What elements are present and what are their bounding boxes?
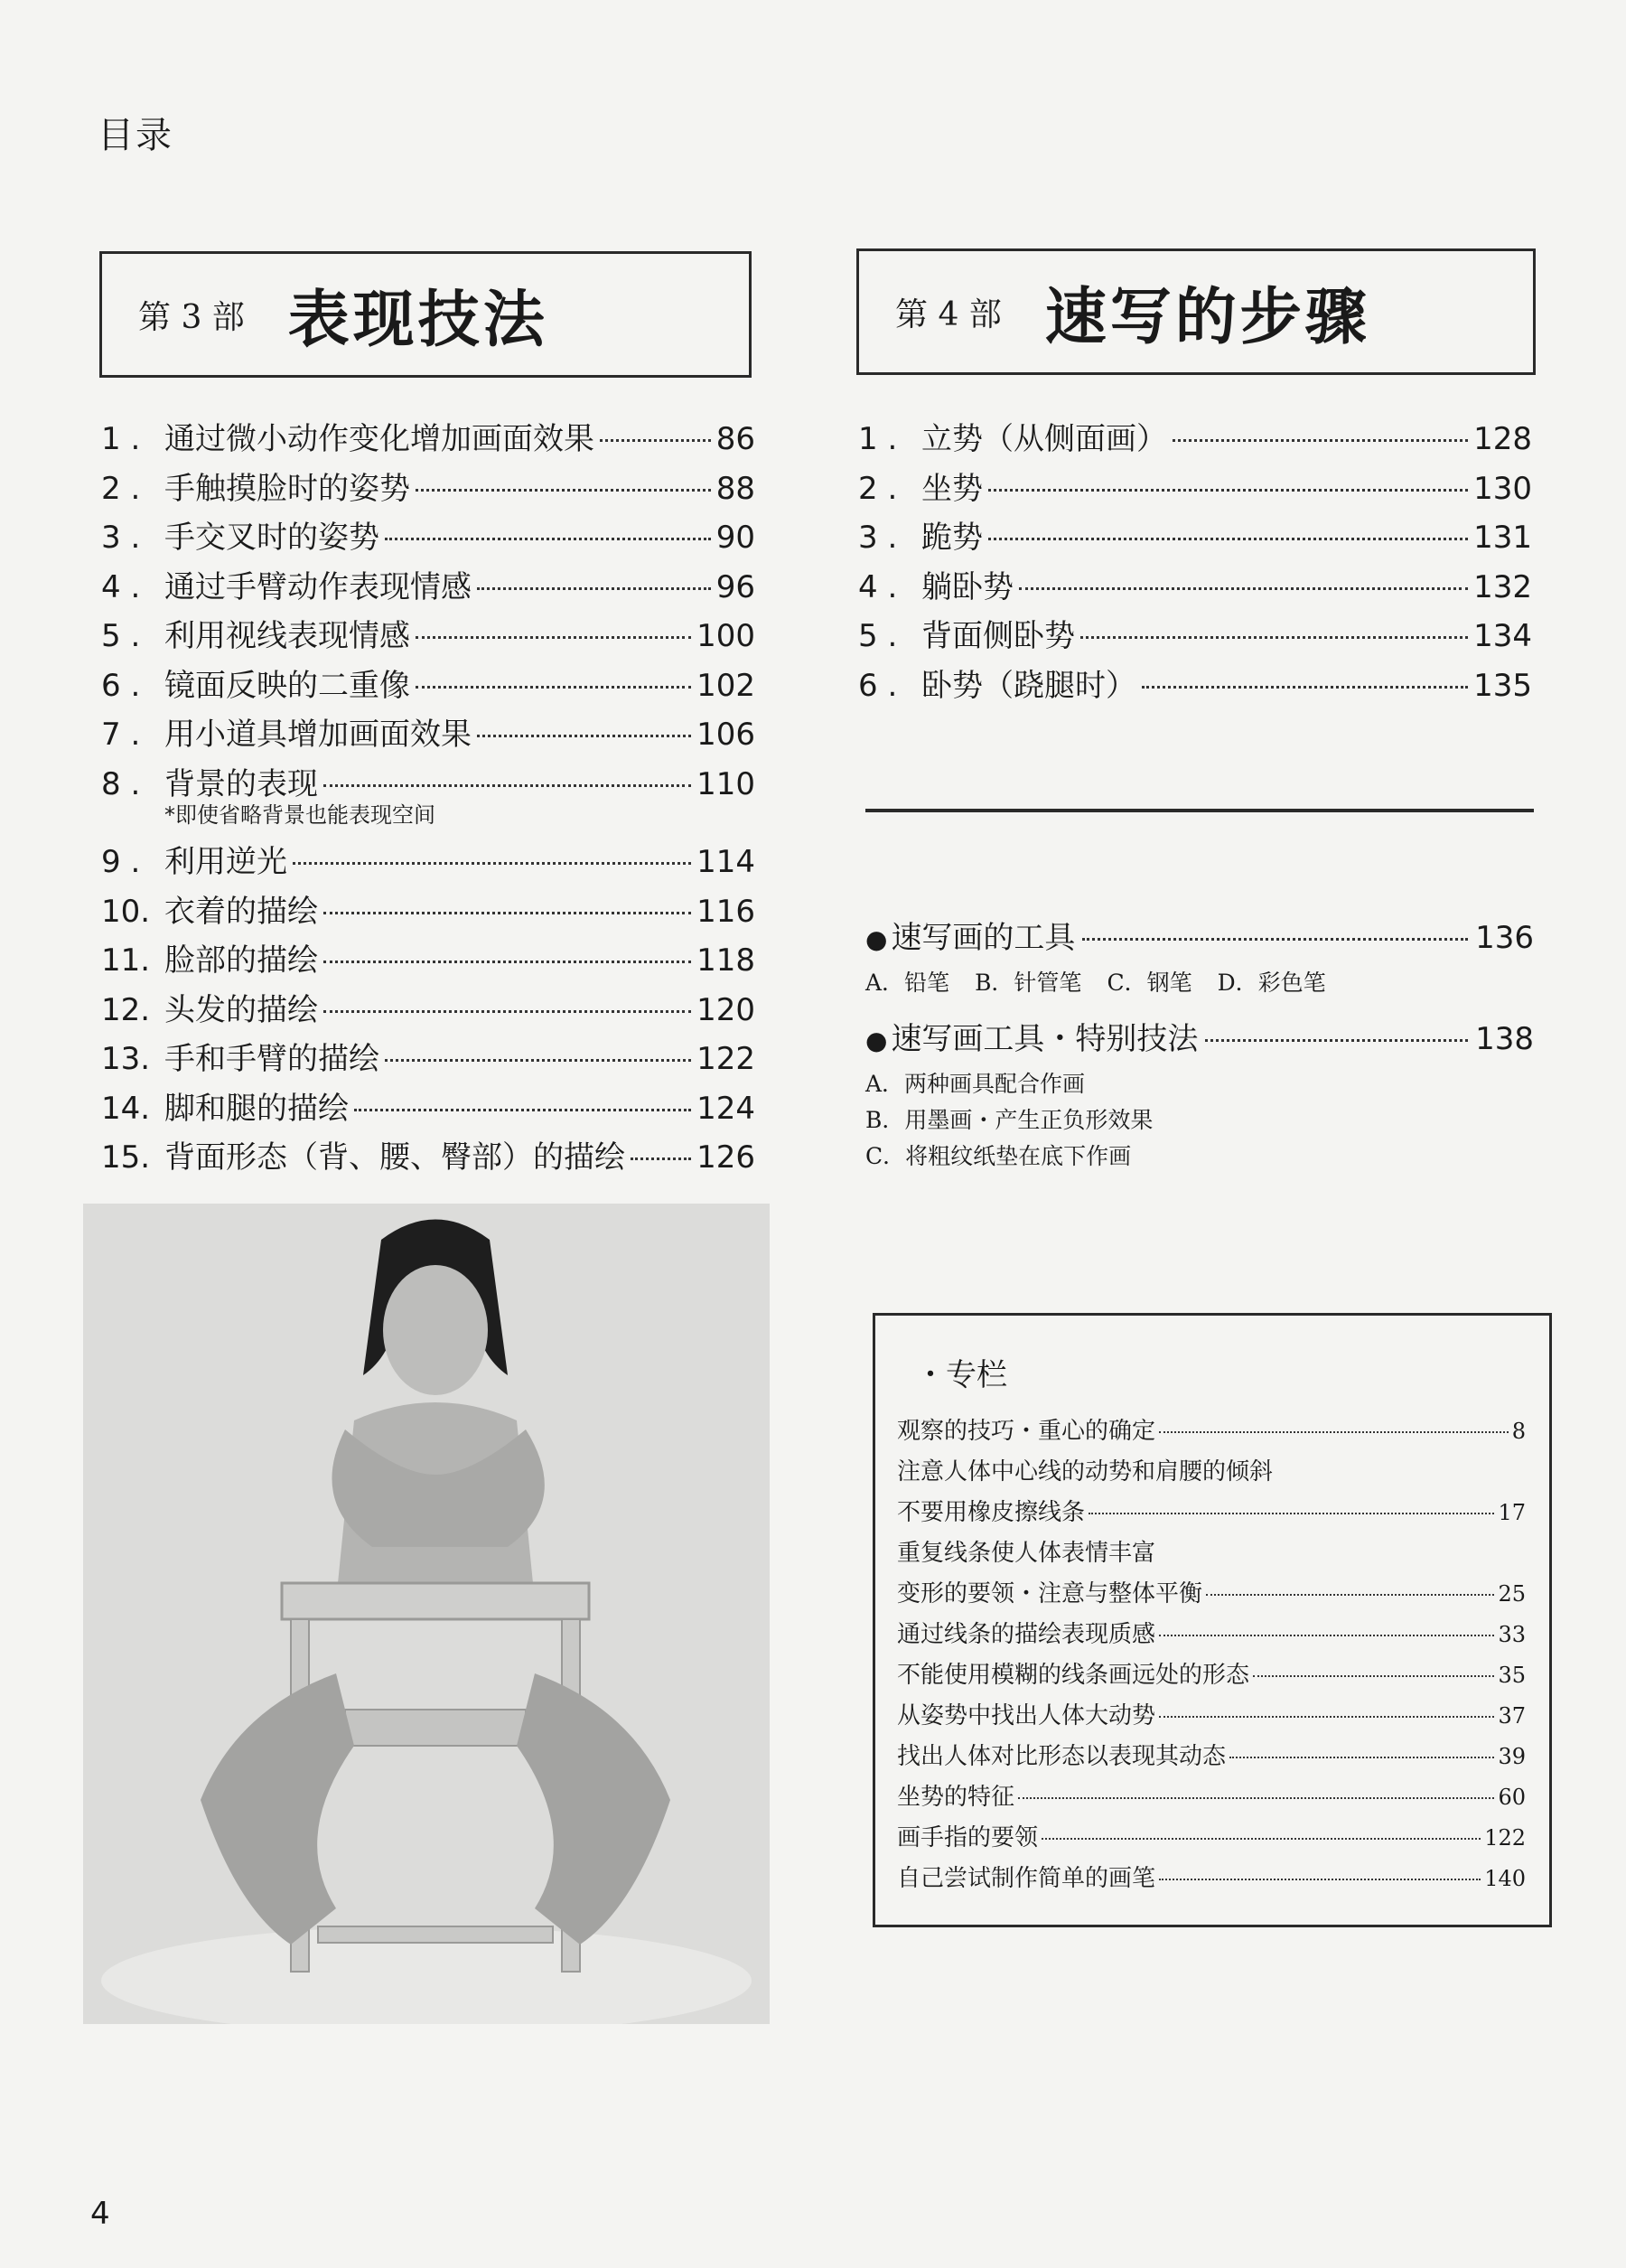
entry-number: 1 .	[858, 421, 898, 457]
entry-title: 通过手臂动作表现情感	[164, 568, 472, 605]
entry-number: 9 .	[101, 844, 141, 880]
techniques-heading: 速写画工具・特别技法	[891, 1021, 1199, 1057]
dot-leader	[477, 735, 691, 737]
dot-leader	[1089, 1513, 1494, 1514]
column-entry-title: 不要用橡皮擦线条	[897, 1499, 1086, 1526]
toc-entry[interactable]	[101, 512, 755, 562]
column-entry-title: 画手指的要领	[897, 1824, 1039, 1851]
entry-page: 86	[715, 421, 755, 457]
entry-number: 5 .	[101, 618, 141, 654]
dot-leader	[323, 1010, 691, 1013]
dot-leader	[1205, 1039, 1468, 1042]
entry-page: 102	[696, 667, 755, 704]
entry-title: 手触摸脸时的姿势	[164, 470, 410, 507]
entry-number: 4 .	[858, 568, 898, 605]
toc-entry[interactable]	[101, 709, 755, 759]
dot-leader	[323, 784, 691, 787]
entry-page: 96	[715, 568, 755, 605]
dot-leader	[1206, 1594, 1494, 1596]
entry-page: 114	[696, 844, 755, 880]
dot-leader	[293, 862, 691, 865]
entry-title: 手交叉时的姿势	[164, 520, 379, 556]
column-entry-page: 17	[1498, 1500, 1526, 1525]
column-entry-title: 重复线条使人体表情丰富	[897, 1540, 1156, 1567]
entry-number: 14.	[101, 1090, 151, 1127]
techniques-entry[interactable]	[865, 1014, 1534, 1066]
entry-page: 128	[1473, 421, 1532, 457]
tools-section	[865, 913, 1534, 1175]
dot-leader	[1159, 1431, 1509, 1433]
entry-number: 2 .	[101, 470, 141, 507]
column-entry[interactable]	[897, 1860, 1526, 1900]
techniques-subitem: C．将粗纹纸垫在底下作画	[865, 1143, 1132, 1169]
tools-subitem: A．铅笔	[865, 970, 950, 996]
toc-entry[interactable]	[858, 464, 1532, 513]
toc-entry[interactable]	[101, 985, 755, 1035]
tools-entry[interactable]	[865, 913, 1534, 965]
part3-number: 第 3 部	[138, 298, 245, 336]
tools-subitem: D．彩色笔	[1217, 970, 1326, 996]
column-entry-page: 39	[1498, 1744, 1526, 1769]
entry-title: 卧势（跷腿时）	[921, 667, 1136, 704]
column-entry-page: 35	[1498, 1663, 1526, 1688]
column-title: ・专栏	[915, 1357, 1007, 1393]
dot-leader	[354, 1109, 691, 1111]
entry-title: 镜面反映的二重像	[164, 667, 410, 704]
photo-seated-figure	[83, 1204, 770, 2024]
dot-leader	[1229, 1757, 1494, 1758]
column-entry-title: 注意人体中心线的动势和肩腰的倾斜	[897, 1458, 1274, 1485]
entry-number: 15.	[101, 1139, 151, 1176]
entry-title: 背面形态（背、腰、臀部）的描绘	[164, 1139, 625, 1176]
entry-title: 脸部的描绘	[164, 942, 318, 979]
dot-leader	[1080, 636, 1468, 639]
entry-page: 134	[1473, 618, 1532, 654]
dot-leader	[1142, 686, 1468, 689]
entry-title: 头发的描绘	[164, 991, 318, 1028]
dot-leader	[477, 587, 711, 590]
tools-heading: 速写画的工具	[891, 920, 1076, 956]
part4-header	[856, 248, 1536, 375]
part4-title: 速写的步骤	[1044, 281, 1370, 353]
part4-toc	[858, 414, 1532, 709]
dot-leader	[416, 636, 691, 639]
column-entry-title: 通过线条的描绘表现质感	[897, 1621, 1156, 1648]
dot-leader	[1082, 938, 1468, 941]
entry-number: 11.	[101, 942, 151, 979]
toc-entry[interactable]	[101, 935, 755, 985]
column-entry-title: 找出人体对比形态以表现其动态	[897, 1743, 1227, 1770]
dot-leader	[988, 538, 1468, 540]
column-entry-page: 140	[1484, 1866, 1526, 1891]
toc-entry[interactable]	[101, 886, 755, 936]
toc-entry[interactable]	[858, 661, 1532, 710]
entry-number: 3 .	[101, 520, 141, 556]
column-entry-page: 33	[1498, 1622, 1526, 1647]
toc-entry[interactable]	[101, 611, 755, 661]
toc-entry[interactable]	[101, 1132, 755, 1182]
techniques-subitem: A．两种画具配合作画	[865, 1071, 1086, 1097]
entry-title: 用小道具增加画面效果	[164, 717, 472, 753]
section-divider	[865, 809, 1534, 812]
part3-toc	[101, 414, 755, 1182]
column-entry-title: 从姿势中找出人体大动势	[897, 1702, 1156, 1729]
entry-number: 6 .	[101, 667, 141, 704]
column-entry[interactable]	[897, 1819, 1526, 1860]
entry-number: 1 .	[101, 421, 141, 457]
entry-page: 110	[696, 765, 755, 802]
techniques-subitem: B．用墨画・产生正负形效果	[865, 1107, 1154, 1133]
entry-page: 90	[715, 520, 755, 556]
toc-entry[interactable]	[101, 414, 755, 464]
entry-title: 躺卧势	[921, 568, 1014, 605]
tools-page: 136	[1475, 920, 1534, 956]
entry-number: 2 .	[858, 470, 898, 507]
part3-header	[99, 251, 752, 378]
entry-number: 3 .	[858, 520, 898, 556]
entry-number: 5 .	[858, 618, 898, 654]
bullet-icon: ●	[865, 924, 888, 954]
entry-title: 坐势	[921, 470, 983, 507]
techniques-page: 138	[1475, 1021, 1534, 1057]
entry-title: 手和手臂的描绘	[164, 1041, 379, 1077]
column-entry[interactable]	[897, 1656, 1526, 1697]
toc-entry[interactable]	[101, 464, 755, 513]
entry-title: 利用逆光	[164, 844, 287, 880]
column-entry[interactable]	[897, 1697, 1526, 1738]
toc-entry[interactable]	[101, 661, 755, 710]
column-entry-page: 60	[1498, 1785, 1526, 1810]
entry-title: 立势（从侧面画）	[921, 421, 1167, 457]
entry-title: 利用视线表现情感	[164, 618, 410, 654]
column-entry-title: 观察的技巧・重心的确定	[897, 1418, 1156, 1445]
dot-leader	[1159, 1716, 1494, 1718]
dot-leader	[988, 489, 1468, 492]
toc-entry[interactable]	[101, 837, 755, 886]
dot-leader	[323, 912, 691, 914]
entry-page: 131	[1473, 520, 1532, 556]
column-entry-title: 自己尝试制作简单的画笔	[897, 1865, 1156, 1892]
entry-page: 124	[696, 1090, 755, 1127]
entry-number: 7 .	[101, 717, 141, 753]
entry-number: 6 .	[858, 667, 898, 704]
column-entry-title: 不能使用模糊的线条画远处的形态	[897, 1662, 1250, 1689]
column-entry[interactable]	[897, 1616, 1526, 1656]
tools-subitem: B．针管笔	[975, 970, 1082, 996]
toc-entry[interactable]	[858, 611, 1532, 661]
entry-page: 130	[1473, 470, 1532, 507]
entry-title: 背景的表现	[164, 765, 318, 802]
dot-leader	[1042, 1838, 1481, 1840]
toc-entry[interactable]	[858, 512, 1532, 562]
toc-entry[interactable]	[101, 1034, 755, 1083]
column-entry[interactable]	[897, 1453, 1526, 1494]
entry-page: 120	[696, 991, 755, 1028]
column-entry-page: 25	[1498, 1581, 1526, 1607]
entry-title: 衣着的描绘	[164, 893, 318, 930]
dot-leader	[1173, 439, 1468, 442]
dot-leader	[600, 439, 711, 442]
bullet-icon: ●	[865, 1026, 888, 1055]
entry-number: 10.	[101, 893, 151, 930]
entry-page: 118	[696, 942, 755, 979]
entry-number: 4 .	[101, 568, 141, 605]
column-entry-page: 122	[1484, 1825, 1526, 1851]
toc-note: *即使省略背景也能表现空间	[164, 802, 435, 828]
toc-entry[interactable]	[858, 414, 1532, 464]
dot-leader	[1159, 1635, 1494, 1636]
entry-page: 126	[696, 1139, 755, 1176]
column-entry[interactable]	[897, 1494, 1526, 1534]
photo-illustration	[83, 1204, 770, 2024]
part3-title: 表现技法	[287, 284, 548, 356]
toc-entry[interactable]	[858, 562, 1532, 612]
entry-number: 13.	[101, 1041, 151, 1077]
entry-title: 脚和腿的描绘	[164, 1090, 349, 1127]
column-box	[873, 1313, 1552, 1927]
column-entry-page: 8	[1511, 1419, 1526, 1444]
toc-entry[interactable]	[101, 1083, 755, 1133]
column-entry[interactable]	[897, 1738, 1526, 1778]
dot-leader	[323, 961, 691, 963]
dot-leader	[416, 686, 691, 689]
entry-page: 88	[715, 470, 755, 507]
toc-entry[interactable]	[101, 562, 755, 612]
column-entry-page: 37	[1498, 1703, 1526, 1729]
dot-leader	[385, 538, 711, 540]
page-number: 4	[90, 2196, 110, 2232]
entry-title: 跪势	[921, 520, 983, 556]
part4-number: 第 4 部	[895, 295, 1002, 333]
column-entry[interactable]	[897, 1412, 1526, 1453]
entry-title: 背面侧卧势	[921, 618, 1075, 654]
dot-leader	[1159, 1879, 1481, 1880]
column-entry-title: 坐势的特征	[897, 1784, 1015, 1811]
entry-page: 132	[1473, 568, 1532, 605]
entry-page: 122	[696, 1041, 755, 1077]
entry-title: 通过微小动作变化增加画面效果	[164, 421, 594, 457]
column-entry[interactable]	[897, 1778, 1526, 1819]
page-label: 目录	[98, 115, 173, 156]
column-entry-title: 变形的要领・注意与整体平衡	[897, 1580, 1203, 1607]
entry-number: 12.	[101, 991, 151, 1028]
dot-leader	[1019, 587, 1468, 590]
tools-subitems	[865, 965, 1534, 1001]
entry-number: 8 .	[101, 765, 141, 802]
dot-leader	[416, 489, 711, 492]
column-entry[interactable]	[897, 1534, 1526, 1575]
dot-leader	[1018, 1797, 1494, 1799]
dot-leader	[631, 1157, 691, 1160]
column-entry[interactable]	[897, 1575, 1526, 1616]
dot-leader	[385, 1059, 691, 1062]
dot-leader	[1253, 1675, 1494, 1677]
tools-subitem: C．钢笔	[1107, 970, 1192, 996]
entry-page: 135	[1473, 667, 1532, 704]
entry-page: 116	[696, 893, 755, 930]
entry-page: 100	[696, 618, 755, 654]
entry-page: 106	[696, 717, 755, 753]
